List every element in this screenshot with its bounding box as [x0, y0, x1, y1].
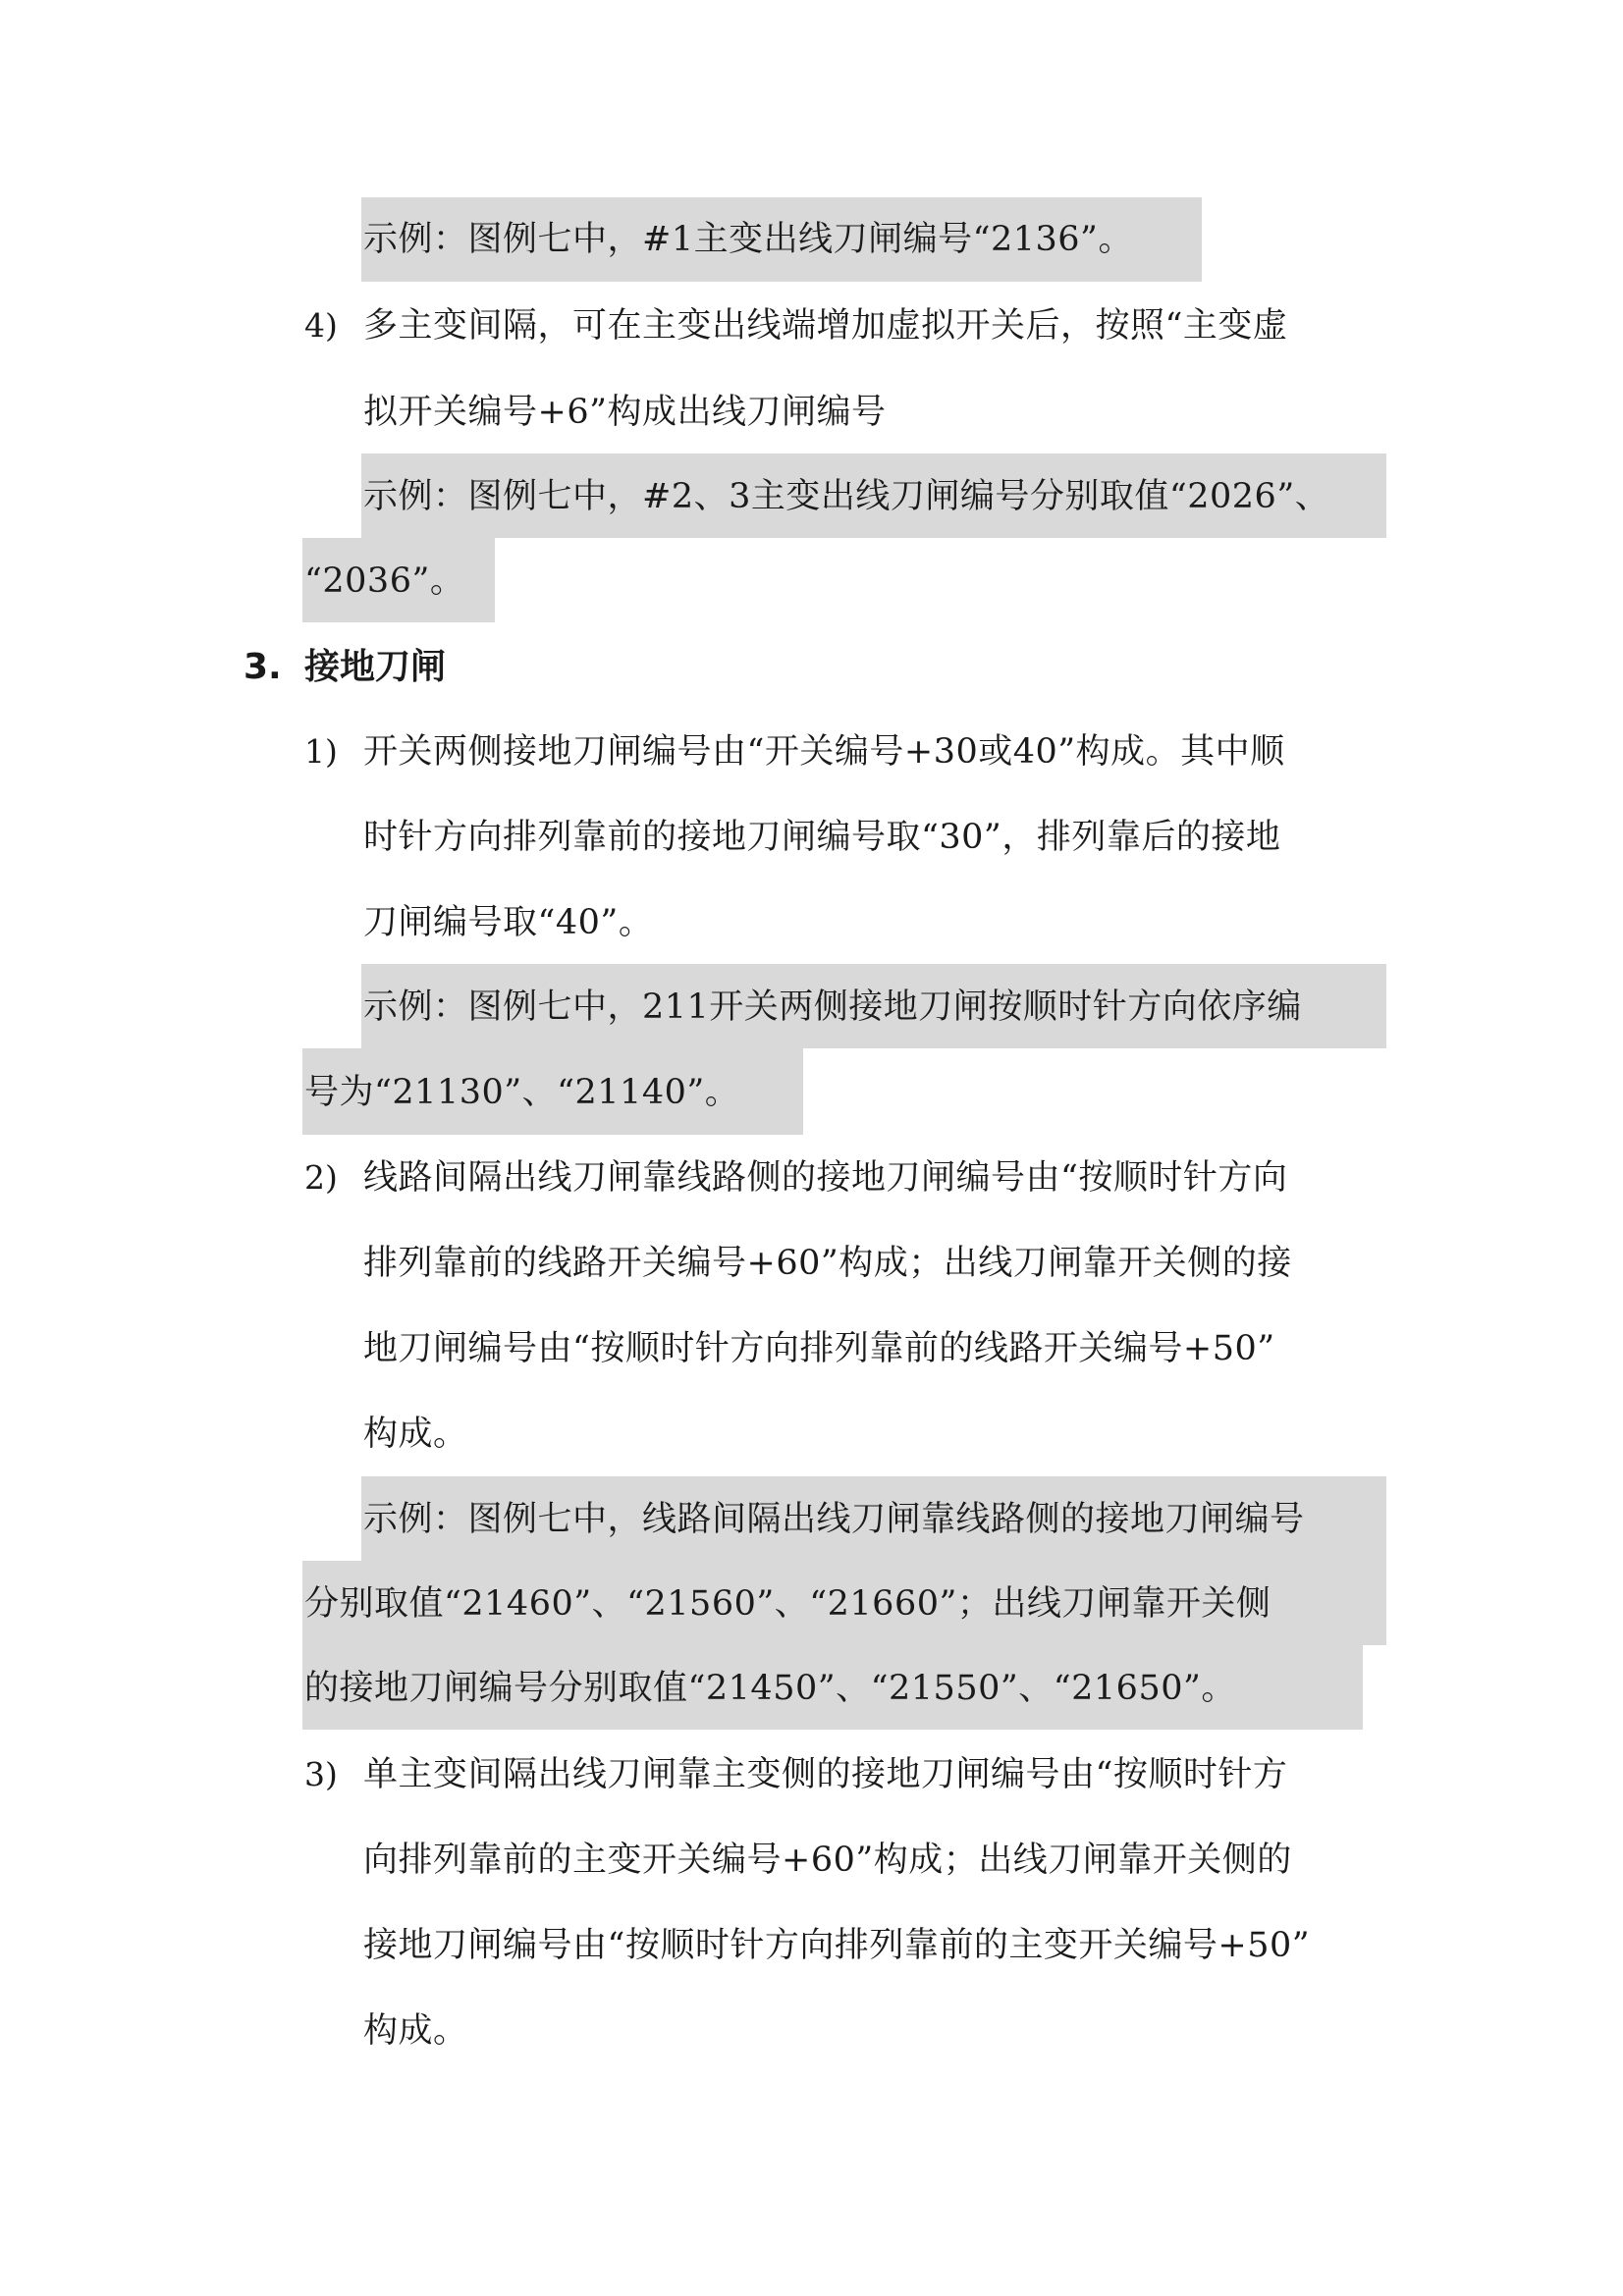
list-item-text: 构成。	[363, 2011, 468, 2051]
list-item-text: 排列靠前的线路开关编号+60”构成；出线刀闸靠开关侧的接	[363, 1244, 1292, 1283]
example-text: 示例：图例七中，#2、3主变出线刀闸编号分别取值“2026”、	[363, 477, 1330, 516]
list-item-text: 多主变间隔，可在主变出线端增加虚拟开关后，按照“主变虚	[363, 306, 1288, 346]
list-item-text: 向排列靠前的主变开关编号+60”构成；出线刀闸靠开关侧的	[363, 1841, 1292, 1880]
example-text: 示例：图例七中，#1主变出线刀闸编号“2136”。	[363, 220, 1133, 259]
list-item-text: 线路间隔出线刀闸靠线路侧的接地刀闸编号由“按顺时针方向	[363, 1158, 1288, 1198]
list-item-text: 单主变间隔出线刀闸靠主变侧的接地刀闸编号由“按顺时针方	[363, 1755, 1288, 1794]
list-number: 1)	[304, 732, 338, 771]
example-text: 的接地刀闸编号分别取值“21450”、“21550”、“21650”。	[304, 1669, 1236, 1708]
list-item-text: 拟开关编号+6”构成出线刀闸编号	[363, 393, 887, 432]
example-text: 号为“21130”、“21140”。	[304, 1073, 740, 1112]
example-text: 示例：图例七中，线路间隔出线刀闸靠线路侧的接地刀闸编号	[363, 1500, 1305, 1539]
list-item-text: 构成。	[363, 1415, 468, 1454]
example-text: 示例：图例七中，211开关两侧接地刀闸按顺时针方向依序编	[363, 988, 1302, 1027]
list-number: 2)	[304, 1158, 338, 1197]
list-item-text: 地刀闸编号由“按顺时针方向排列靠前的线路开关编号+50”	[363, 1329, 1275, 1368]
list-number: 4)	[304, 306, 338, 345]
list-item-text: 刀闸编号取“40”。	[363, 903, 654, 942]
section-title: 接地刀闸	[304, 647, 447, 687]
list-item-text: 开关两侧接地刀闸编号由“开关编号+30或40”构成。其中顺	[363, 732, 1285, 772]
example-text: 分别取值“21460”、“21560”、“21660”；出线刀闸靠开关侧	[304, 1584, 1271, 1624]
list-item-text: 接地刀闸编号由“按顺时针方向排列靠前的主变开关编号+50”	[363, 1926, 1311, 1965]
list-item-text: 时针方向排列靠前的接地刀闸编号取“30”，排列靠后的接地	[363, 818, 1281, 857]
section-number: 3.	[243, 647, 282, 687]
list-number: 3)	[304, 1755, 338, 1793]
example-text: “2036”。	[304, 561, 465, 601]
